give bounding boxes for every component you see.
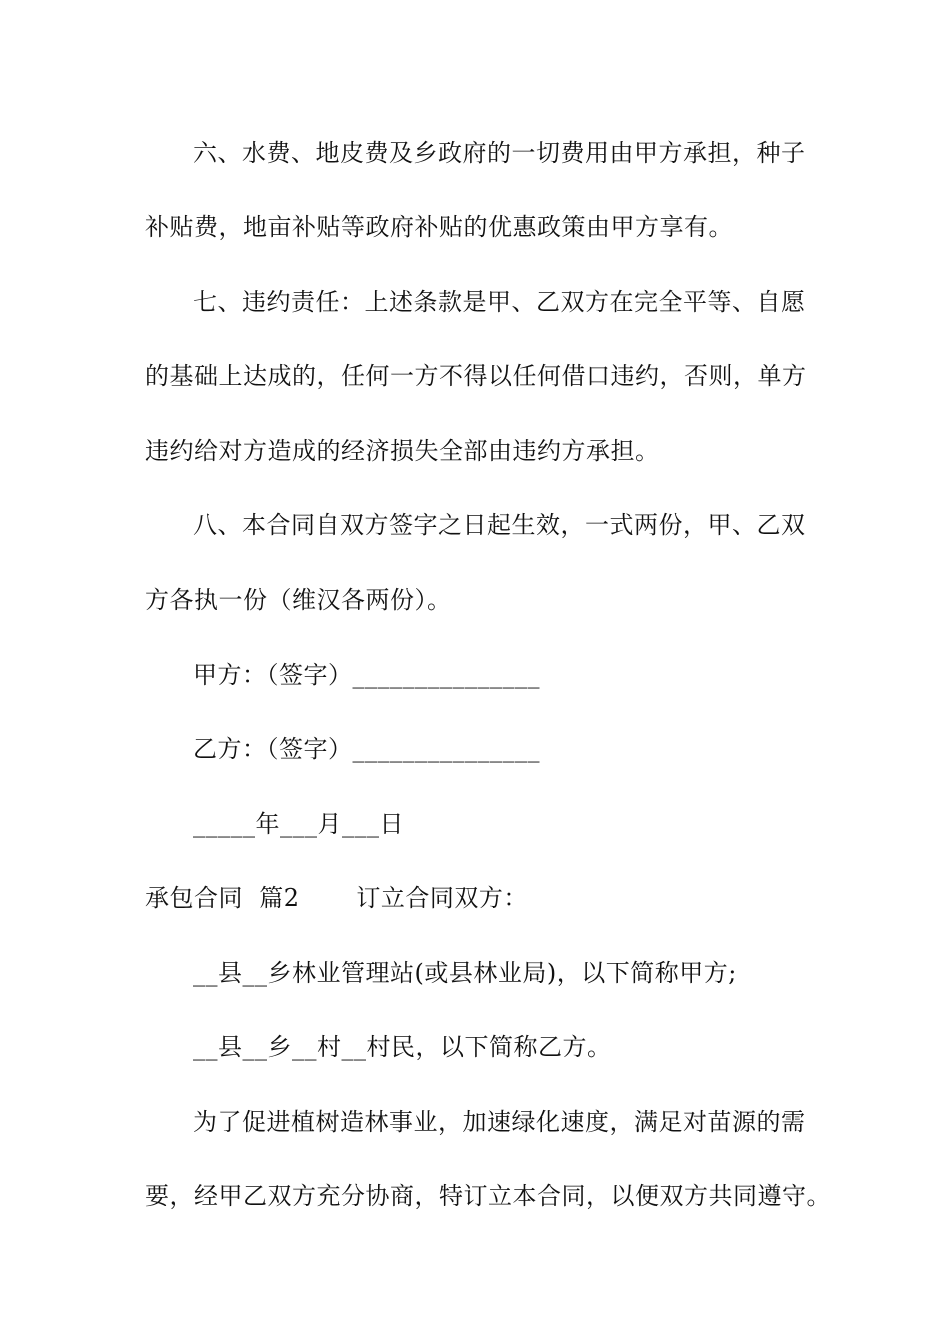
preamble-line-2: 要，经甲乙双方充分协商，特订立本合同，以便双方共同遵守。 <box>145 1182 831 1210</box>
clause-8-line-2: 方各执一份（维汉各两份）。 <box>145 586 452 614</box>
clause-7-line-3: 违约给对方造成的经济损失全部由违约方承担。 <box>145 437 660 465</box>
clause-7-line-1: 七、违约责任：上述条款是甲、乙双方在完全平等、自愿 <box>193 288 806 316</box>
party-a-signature-line: 甲方：（签字）_______________ <box>193 661 540 689</box>
party-b-signature-line: 乙方：（签字）_______________ <box>193 735 540 763</box>
party-a-definition: __县__乡林业管理站(或县林业局)，以下简称甲方; <box>193 959 737 987</box>
clause-6-line-1: 六、水费、地皮费及乡政府的一切费用由甲方承担，种子 <box>193 139 806 167</box>
date-line: _____年___月___日 <box>193 810 404 838</box>
section-heading: 承包合同 篇2 订立合同双方： <box>145 884 528 912</box>
party-b-definition: __县__乡__村__村民，以下简称乙方。 <box>193 1033 612 1061</box>
clause-6-line-2: 补贴费，地亩补贴等政府补贴的优惠政策由甲方享有。 <box>145 213 733 241</box>
clause-7-line-2: 的基础上达成的，任何一方不得以任何借口违约，否则，单方 <box>145 362 807 390</box>
clause-8-line-1: 八、本合同自双方签字之日起生效，一式两份，甲、乙双 <box>193 511 806 539</box>
preamble-line-1: 为了促进植树造林事业，加速绿化速度，满足对苗源的需 <box>193 1108 806 1136</box>
